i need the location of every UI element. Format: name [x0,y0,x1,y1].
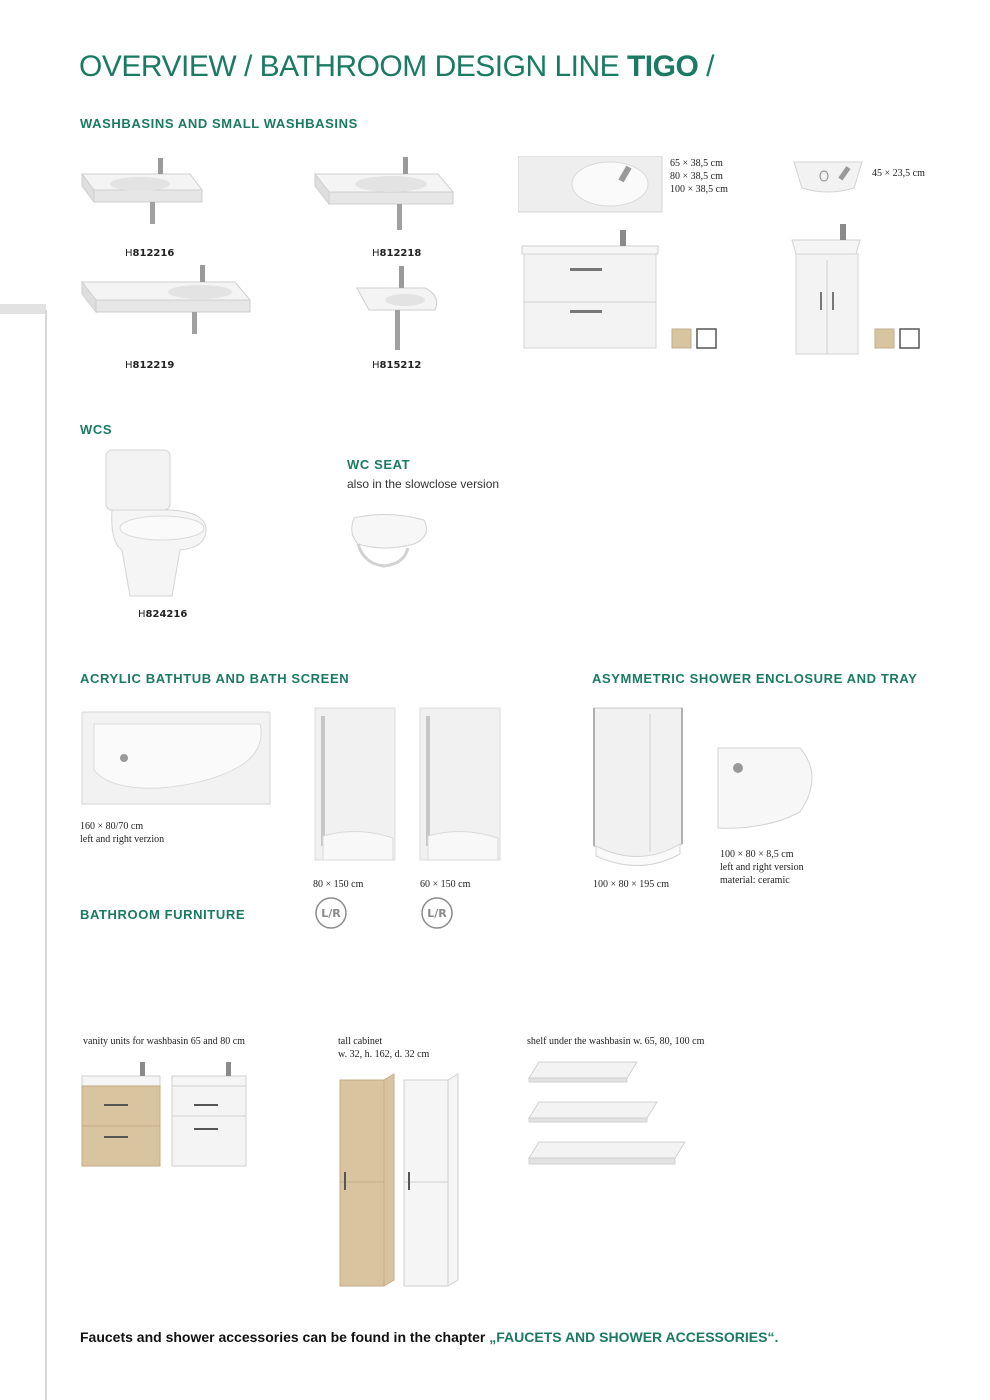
left-right-icon [419,895,455,931]
footer-note: Faucets and shower accessories can be found in the chapter „FAUCETS AND SHOWER ACCESSORIES“. [80,1329,779,1345]
page-title: OVERVIEW / BATHROOM DESIGN LINE TIGO / [79,50,714,83]
shower-enclosure-size: 100 × 80 × 195 cm [593,879,669,890]
product-code-812218: H812218 [372,248,422,259]
product-code-812219: H812219 [125,360,175,371]
shower-heading: ASYMMETRIC SHOWER ENCLOSURE AND TRAY [592,671,918,686]
tall-cabinet-info: tall cabinet w. 32, h. 162, d. 32 cm [338,1036,430,1060]
page-edge-line [45,310,47,1400]
product-code-824216: H824216 [138,609,188,620]
product-code-815212: H815212 [372,360,422,371]
color-swatches-vanity [671,328,719,350]
washbasin-image-812219 [80,262,255,342]
wc-image [100,446,210,606]
left-right-icon [313,895,349,931]
vanity-white-image [170,1062,250,1168]
color-swatches-small-vanity [874,328,922,350]
footer-chapter-link[interactable]: „FAUCETS AND SHOWER ACCESSORIES“. [489,1329,779,1345]
washbasin-image-815212 [355,262,445,357]
washbasin-image-812218 [313,152,458,237]
bathtub-image [80,710,272,808]
washbasin-large-sizes: 65 × 38,5 cm 80 × 38,5 cm 100 × 38,5 cm [670,158,728,195]
shower-enclosure-image [590,704,686,866]
furniture-heading: BATHROOM FURNITURE [80,907,246,922]
vanity-unit-image [520,230,660,352]
washbasins-heading: WASHBASINS AND SMALL WASHBASINS [80,116,358,131]
bath-screen-80-size: 80 × 150 cm [313,879,364,890]
page-edge-tab [0,304,46,314]
product-code-812216: H812216 [125,248,175,259]
washbasin-small-size: 45 × 23,5 cm [872,168,925,179]
tall-cabinet-white-image [402,1072,460,1288]
shelf-100-image [527,1138,689,1166]
washbasin-image-812216 [80,152,205,232]
wcs-heading: WCS [80,422,113,437]
shower-tray-image [716,746,826,830]
vanity-oak-image [80,1062,164,1168]
small-vanity-image [790,222,862,356]
bathtub-info: 160 × 80/70 cm left and right verzion [80,821,165,845]
bath-screen-60-image [418,706,502,862]
shower-tray-info: 100 × 80 × 8,5 cm left and right version material: ceramic [720,849,804,886]
wc-seat-note: also in the slowclose version [347,477,500,491]
lr-label: L/R [427,907,447,920]
vanity-units-note: vanity units for washbasin 65 and 80 cm [83,1036,245,1047]
bath-heading: ACRYLIC BATHTUB AND BATH SCREEN [80,671,350,686]
shelf-80-image [527,1098,661,1124]
washbasin-top-view-small [792,158,864,198]
wc-seat-heading: WC SEAT [347,457,411,472]
washbasin-top-view-large [518,156,663,214]
wc-seat-image [344,508,432,570]
bath-screen-60-size: 60 × 150 cm [420,879,471,890]
shelf-65-image [527,1058,639,1084]
shelf-note: shelf under the washbasin w. 65, 80, 100 cm [527,1036,705,1047]
tall-cabinet-oak-image [338,1072,396,1288]
bath-screen-80-image [313,706,397,862]
lr-label: L/R [321,907,341,920]
